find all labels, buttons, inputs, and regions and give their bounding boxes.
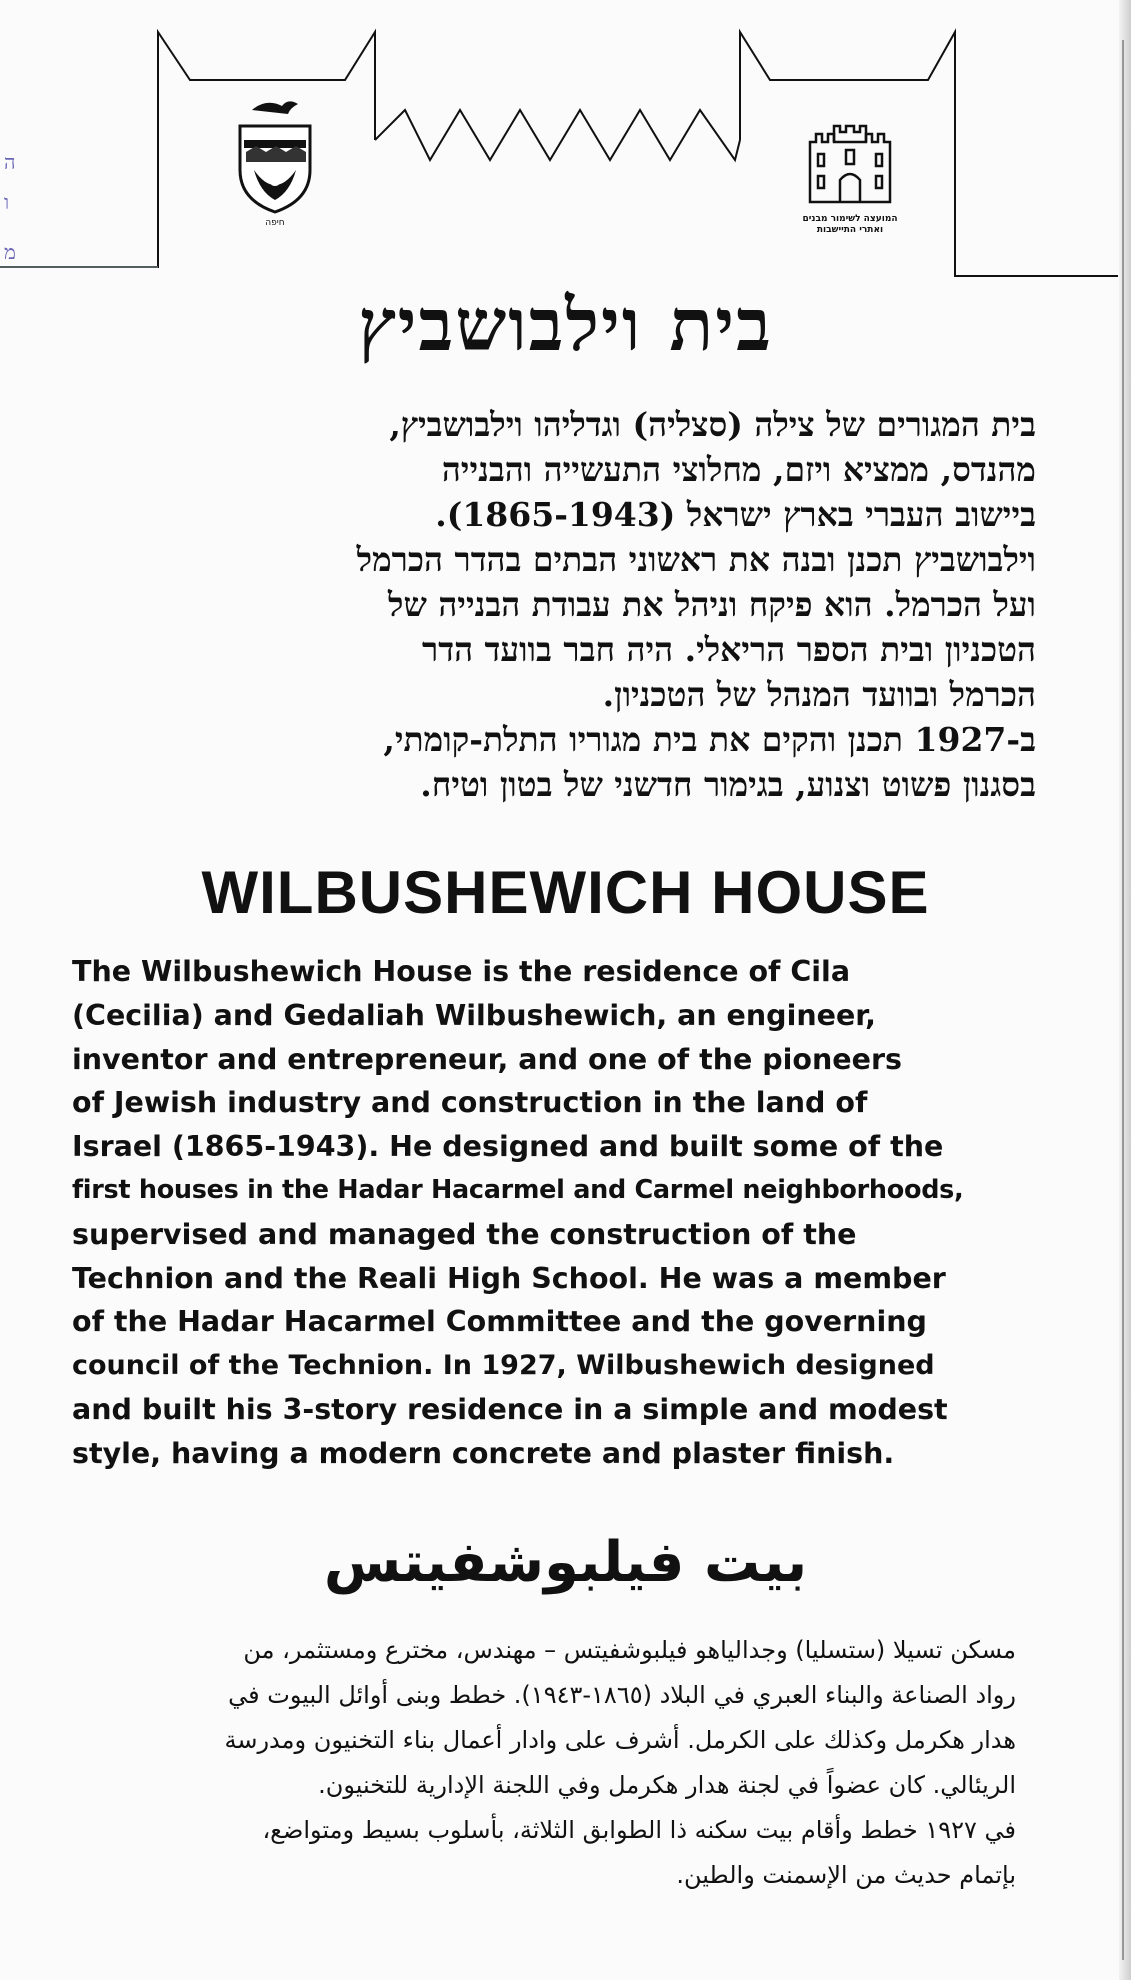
- english-line: of Jewish industry and construction in the land of: [72, 1086, 868, 1120]
- english-line: style, having a modern concrete and plaster finish.: [72, 1436, 895, 1470]
- arabic-line: رواد الصناعة والبناء العبري في البلاد (١٨٦٥-١٩٤٣). خطط وبنى أوائل البيوت في: [228, 1681, 1016, 1709]
- castle-building-icon: [790, 118, 910, 240]
- english-title: WILBUSHEWICH HOUSE: [201, 859, 930, 926]
- stamp-fragment: ה ו מ: [4, 150, 16, 264]
- hebrew-line: בסגנון פשוט וצנוע, בגימור חדשני של בטון וטיח.: [420, 765, 1036, 804]
- right-emblem-caption: המועצה לשימור מבנים ואתרי התיישבות: [802, 214, 898, 235]
- english-line: Technion and the Reali High School. He was a member: [72, 1261, 946, 1295]
- english-paragraph: [72, 950, 1072, 1476]
- arabic-paragraph: [66, 1628, 1016, 1898]
- english-line: and built his 3-story residence in a simple and modest: [72, 1392, 948, 1426]
- arabic-line: في ١٩٢٧ خطط وأقام بيت سكنه ذا الطوابق الثلاثة، بأسلوب بسيط ومتواضع،: [262, 1816, 1016, 1844]
- hebrew-line: בית המגורים של צילה (סצליה) וגדליהו וילבושביץ,: [389, 405, 1036, 444]
- hebrew-line: ועל הכרמל. הוא פיקח וניהל את עבודת הבנייה של: [388, 585, 1036, 624]
- hebrew-line: וילבושביץ תכנן ובנה את ראשוני הבתים בהדר הכרמל: [356, 540, 1036, 579]
- arabic-line: بإتمام حديث من الإسمنت والطين.: [676, 1861, 1016, 1889]
- arabic-line: الريئالي. كان عضواً في لجنة هدار هكرمل وفي اللجنة الإدارية للتخنيون.: [318, 1771, 1016, 1799]
- english-line: council of the Technion. In 1927, Wilbushewich designed: [72, 1350, 935, 1382]
- arabic-title: بيت فيلبوشفيتس: [323, 1530, 808, 1595]
- english-line: first houses in the Hadar Hacarmel and Carmel neighborhoods,: [72, 1174, 964, 1205]
- hebrew-line: מהנדס, ממציא ויזם, מחלוצי התעשייה והבנייה: [441, 450, 1036, 489]
- plaque-header-outline: [0, 0, 1131, 290]
- left-emblem-caption: חיפה: [265, 218, 285, 228]
- hebrew-line: ב-1927 תכנן והקים את בית מגוריו התלת-קומתי,: [383, 720, 1036, 759]
- city-coat-of-arms-icon: [232, 100, 318, 240]
- arabic-line: مسكن تسيلا (ستسليا) وجدالياهو فيلبوشفيتس – مهندس، مخترع ومستثمر، من: [243, 1636, 1016, 1664]
- english-line: The Wilbushewich House is the residence of Cila: [72, 955, 851, 988]
- english-line: supervised and managed the construction of the: [72, 1217, 857, 1251]
- arabic-line: هدار هكرمل وكذلك على الكرمل. أشرف على وادار أعمال بناء التخنيون ومدرسة: [224, 1726, 1016, 1754]
- english-line: Israel (1865-1943). He designed and built some of the: [72, 1130, 944, 1164]
- hebrew-title: בית וילבושביץ: [358, 282, 773, 367]
- english-line: of the Hadar Hacarmel Committee and the governing: [72, 1305, 927, 1339]
- english-line: inventor and entrepreneur, and one of the pioneers: [72, 1042, 902, 1076]
- hebrew-line: הטכניון ובית הספר הריאלי. היה חבר בוועד הדר: [421, 630, 1036, 669]
- hebrew-line: הכרמל ובוועד המנהל של הטכניון.: [602, 675, 1036, 714]
- hebrew-line: ביישוב העברי בארץ ישראל (1865-1943).: [435, 495, 1036, 534]
- hebrew-paragraph: [66, 402, 1036, 807]
- english-line: (Cecilia) and Gedaliah Wilbushewich, an engineer,: [72, 998, 876, 1032]
